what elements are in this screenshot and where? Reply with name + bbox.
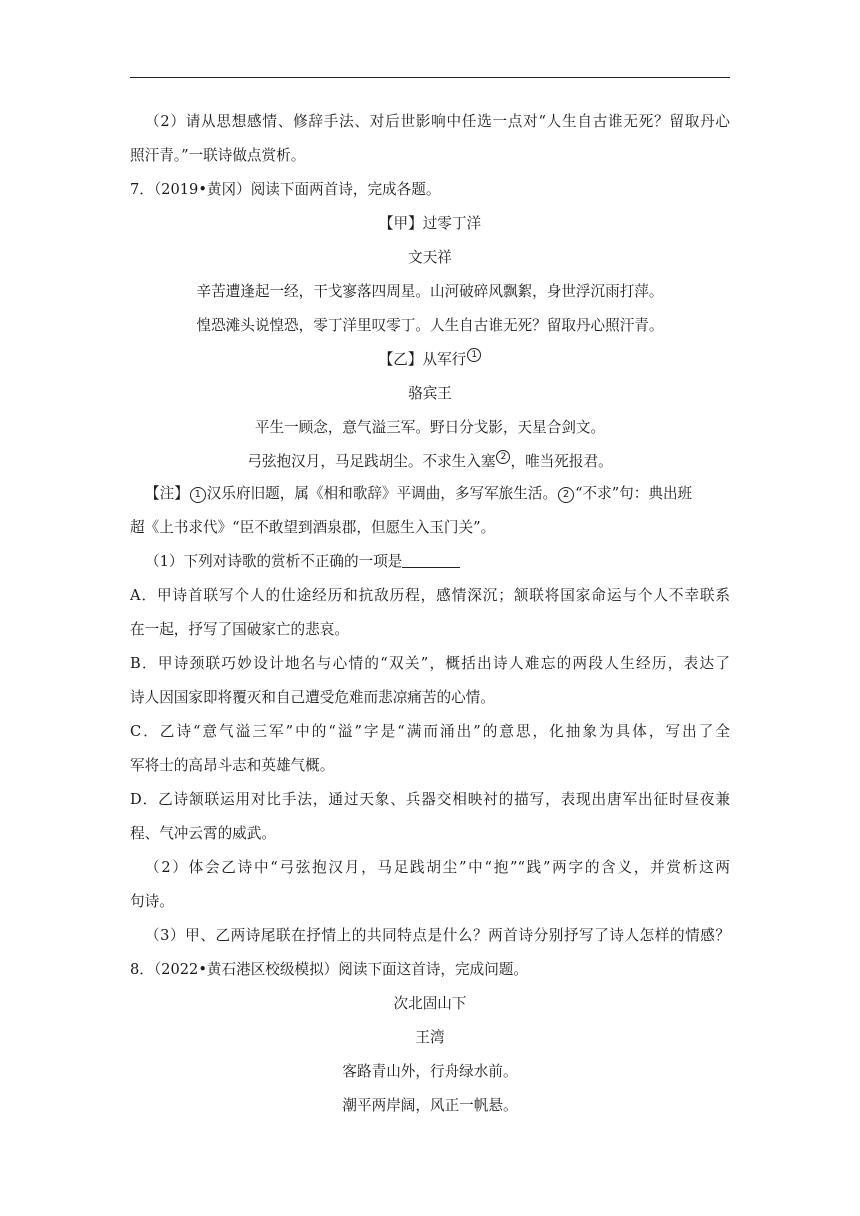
note-line-1 <box>145 484 692 504</box>
poem-b-line-2 <box>0 450 860 472</box>
option-a-line1: A．甲诗首联写个人的仕途经历和抗敌历程，感情深沉；颔联将国家命运与个人不幸联系 <box>130 587 730 604</box>
poem-b-title <box>0 348 860 370</box>
footnote-marker-2: 2 <box>496 450 510 464</box>
q7-part1-stem <box>145 552 460 572</box>
poem-a-line-2: 惶恐滩头说惶恐，零丁洋里叹零丁。人生自古谁无死？留取丹心照汗青。 <box>196 317 664 334</box>
option-a-line2: 在一起，抒写了国破家亡的悲哀。 <box>130 621 349 638</box>
q8-poem-line-2: 潮平两岸阔，风正一帆悬。 <box>342 1097 518 1114</box>
option-d-line2: 程、气冲云霄的威武。 <box>130 825 276 842</box>
option-c-line2: 军将士的高昂斗志和英雄气概。 <box>130 757 335 774</box>
header-rule <box>130 77 730 78</box>
option-d-line1: D．乙诗颔联运用对比手法，通过天象、兵器交相映衬的描写，表现出唐军出征时昼夜兼 <box>130 791 730 808</box>
q6-part2-line2: 照汗青。”一联诗做点赏析。 <box>130 147 306 164</box>
option-c-line1: C．乙诗“意气溢三军”中的“溢”字是“满而涌出”的意思，化抽象为具体，写出了全 <box>130 723 730 740</box>
q7-part3: （3）甲、乙两诗尾联在抒情上的共同特点是什么？两首诗分别抒写了诗人怎样的情感？ <box>145 927 730 944</box>
note-marker-2: 2 <box>558 487 574 503</box>
poem-b-line-2-a: 弓弦抱汉月，马足践胡尘。不求生入塞 <box>247 453 496 470</box>
poem-a-author: 文天祥 <box>408 249 452 266</box>
q6-part2-line1: （2）请从思想感情、修辞手法、对后世影响中任选一点对“人生自古谁无死？留取丹心 <box>145 113 730 130</box>
answer-blank <box>402 553 460 568</box>
poem-b-line-2-b: ，唯当死报君。 <box>510 453 613 470</box>
q8-poem-title: 次北固山下 <box>393 995 467 1012</box>
q8-poem-author: 王湾 <box>415 1029 445 1046</box>
q8-poem-line-1: 客路青山外，行舟绿水前。 <box>342 1063 518 1080</box>
q7-part2-line2: 句诗。 <box>130 893 174 910</box>
poem-b-author: 骆宾王 <box>408 385 452 402</box>
poem-a-line-1: 辛苦遭逢起一经，干戈寥落四周星。山河破碎风飘絮，身世浮沉雨打萍。 <box>196 283 664 300</box>
option-b-line2: 诗人因国家即将覆灭和自己遭受危难而悲凉痛苦的心情。 <box>130 689 495 706</box>
q7-part2-line1: （2）体会乙诗中“弓弦抱汉月，马足践胡尘”中“抱”“践”两字的含义，并赏析这两 <box>145 859 730 876</box>
poem-b-title-text: 【乙】从军行 <box>378 351 467 368</box>
option-b-line1: B．甲诗颈联巧妙设计地名与心情的“双关”，概括出诗人难忘的两段人生经历，表达了 <box>130 655 730 672</box>
q8-heading: 8．（2022•黄石港区校级模拟）阅读下面这首诗，完成问题。 <box>130 961 528 978</box>
poem-b-line-1: 平生一顾念，意气溢三军。野日分戈影，天星合剑文。 <box>254 419 606 436</box>
note-text-2: “不求”句：典出班 <box>575 485 693 502</box>
poem-a-title: 【甲】过零丁洋 <box>378 215 482 232</box>
footnote-marker-1: 1 <box>467 348 481 362</box>
note-text-1: 汉乐府旧题，属《相和歌辞》平调曲，多写军旅生活。 <box>206 485 558 502</box>
q7-part1-text: （1）下列对诗歌的赏析不正确的一项是 <box>145 553 403 570</box>
q7-heading: 7．（2019•黄冈）阅读下面两首诗，完成各题。 <box>130 181 441 198</box>
note-label: 【注】 <box>145 485 189 502</box>
note-marker-1: 1 <box>190 487 206 503</box>
note-line-2: 超《上书求代》“臣不敢望到酒泉郡，但愿生入玉门关”。 <box>130 519 496 536</box>
